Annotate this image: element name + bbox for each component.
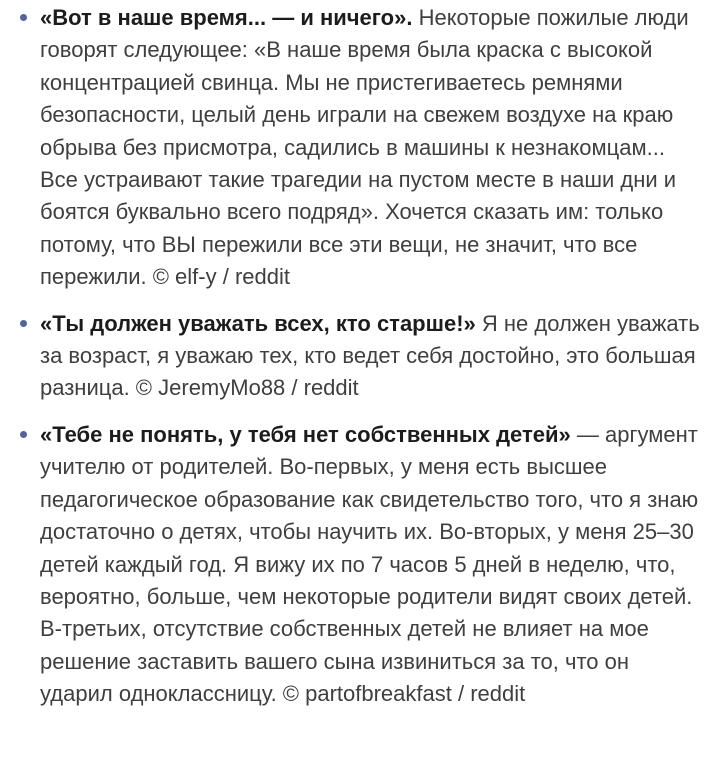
bullet-icon [20,431,27,438]
quote-lead: «Ты должен уважать всех, кто старше!» [40,310,476,336]
quote-body: Некоторые пожилые люди говорят следующее: «В наше время была краска с высокой концентрацией свинца. Мы не пристегиваетесь ремнями безопасности, целый день играли на свежем воздухе на краю обрыва без присмотра, садились в машины к незнакомцам... Все устраивают такие трагедии на пустом месте в наши дни и боятся буквально всего подряд». Хочется сказать им: только потому, что ВЫ пережили все эти вещи, не значит, что все пережили. © elf-y / reddit [40,5,689,290]
quote-lead: «Тебе не понять, у тебя нет собственных детей» [40,421,571,447]
quote-body: Я не должен уважать за возраст, я уважаю тех, кто ведет себя достойно, это большая разница. © JeremyMo88 / reddit [40,310,700,401]
bullet-icon [20,320,27,327]
bullet-icon [20,14,27,21]
list-item [0,419,700,711]
quotes-list [0,2,700,711]
quote-lead: «Вот в наше время... — и ничего». [40,5,413,30]
quote-body: — аргумент учителю от родителей. Во-первых, у меня есть высшее педагогическое образование как свидетельство того, что я знаю достаточно о детях, чтобы научить их. Во-вторых, у меня 25–30 детей каждый год. Я вижу их по 7 часов 5 дней в неделю, что, вероятно, больше, чем некоторые родители видят своих детей. В-третьих, отсутствие собственных детей не влияет на мое решение заставить вашего сына извиниться за то, что он ударил одноклассницу. © partofbreakfast / reddit [40,421,699,707]
list-item [0,308,700,405]
list-item [0,2,700,294]
